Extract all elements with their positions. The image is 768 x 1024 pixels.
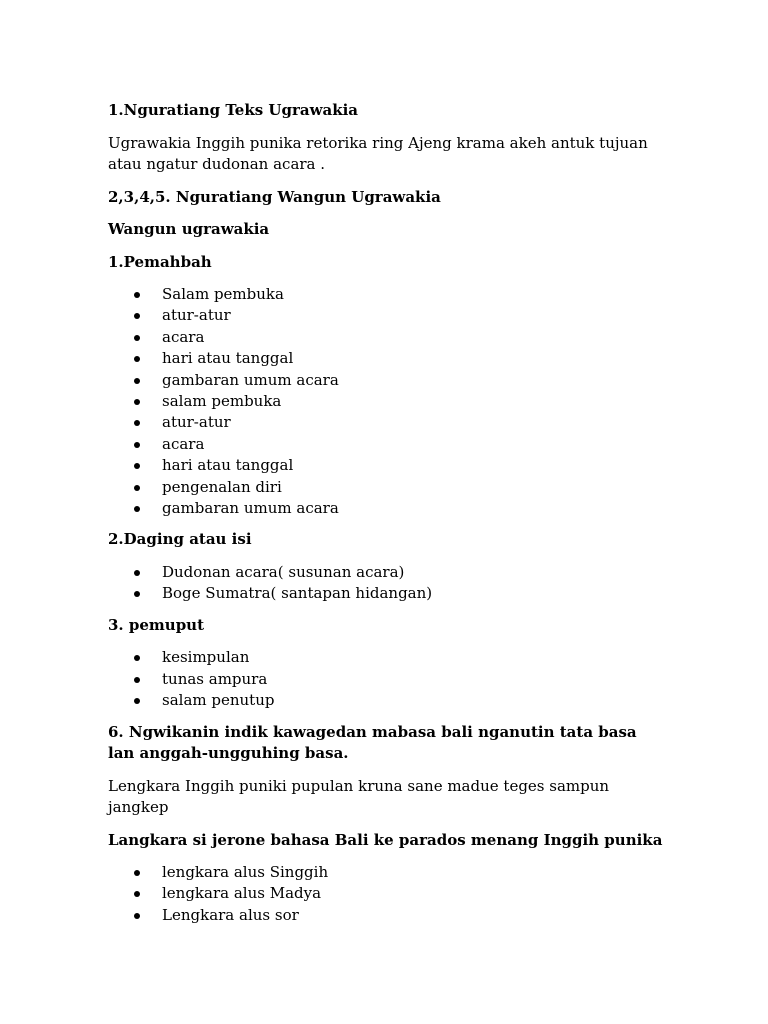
list-item-text: hari atau tanggal xyxy=(162,456,294,475)
bullet-icon xyxy=(134,292,140,298)
paragraph-lengkara: Lengkara Inggih puniki pupulan kruna sane madue teges sampun jangkep xyxy=(108,776,610,816)
list-item-text: Boge Sumatra( santapan hidangan) xyxy=(162,584,433,603)
bullet-icon xyxy=(134,570,140,576)
list-item-text: hari atau tanggal xyxy=(162,349,294,368)
bullet-icon xyxy=(134,698,140,704)
bullet-icon xyxy=(134,506,140,512)
list-item xyxy=(108,284,668,305)
list-lengkara xyxy=(108,862,668,926)
bullet-icon xyxy=(134,677,140,683)
list-item-text: Dudonan acara( susunan acara) xyxy=(162,562,405,581)
list-item xyxy=(108,562,668,583)
list-item-text: kesimpulan xyxy=(162,648,250,667)
list-item xyxy=(108,370,668,391)
list-item xyxy=(108,348,668,369)
document-page xyxy=(108,100,668,936)
list-item-text: lengkara alus Singgih xyxy=(162,863,329,881)
section-title-pemuput: 3. pemuput xyxy=(108,615,205,634)
list-item xyxy=(108,434,668,455)
list-item-text: gambaran umum acara xyxy=(162,499,339,518)
list-item-text: salam penutup xyxy=(162,691,275,710)
list-item xyxy=(108,862,668,883)
bullet-icon xyxy=(134,335,140,341)
list-pemahbah xyxy=(108,284,668,519)
paragraph-definition: Ugrawakia Inggih punika retorika ring Ajeng krama akeh antuk tujuan atau ngatur dudonan acara . xyxy=(108,133,648,173)
list-item xyxy=(108,647,668,668)
list-item xyxy=(108,905,668,926)
list-item-text: atur-atur xyxy=(162,413,231,432)
list-item xyxy=(108,455,668,476)
list-item-text: Salam pembuka xyxy=(162,285,284,303)
list-daging xyxy=(108,562,668,605)
bullet-icon xyxy=(134,463,140,469)
heading-langkara: Langkara si jerone bahasa Bali ke parados menang Inggih punika xyxy=(108,830,663,849)
heading-wangun: 2,3,4,5. Nguratiang Wangun Ugrawakia xyxy=(108,187,441,206)
list-item-text: acara xyxy=(162,434,205,453)
bullet-icon xyxy=(134,399,140,405)
list-item-text: lengkara alus Madya xyxy=(162,884,322,903)
bullet-icon xyxy=(134,420,140,426)
list-item-text: atur-atur xyxy=(162,306,231,325)
bullet-icon xyxy=(134,378,140,384)
list-item xyxy=(108,477,668,498)
list-item-text: Lengkara alus sor xyxy=(162,905,299,924)
bullet-icon xyxy=(134,655,140,661)
bullet-icon xyxy=(134,891,140,897)
bullet-icon xyxy=(134,913,140,919)
list-item-text: salam pembuka xyxy=(162,392,282,411)
list-item-text: tunas ampura xyxy=(162,669,268,688)
list-item xyxy=(108,391,668,412)
bullet-icon xyxy=(134,313,140,319)
list-item xyxy=(108,305,668,326)
list-item xyxy=(108,498,668,519)
list-item xyxy=(108,583,668,604)
bullet-icon xyxy=(134,485,140,491)
list-item-text: acara xyxy=(162,327,205,346)
list-item-text: gambaran umum acara xyxy=(162,370,339,389)
bullet-icon xyxy=(134,356,140,362)
bullet-icon xyxy=(134,870,140,876)
heading-ngwikanin: 6. Ngwikanin indik kawagedan mabasa bali nganutin tata basa lan anggah-ungguhing basa. xyxy=(108,722,637,762)
bullet-icon xyxy=(134,591,140,597)
heading-wangun-ugrawakia: Wangun ugrawakia xyxy=(108,220,270,238)
list-item xyxy=(108,883,668,904)
bullet-icon xyxy=(134,442,140,448)
list-pemuput xyxy=(108,647,668,711)
list-item xyxy=(108,669,668,690)
heading-nguratiang-teks: 1.Nguratiang Teks Ugrawakia xyxy=(108,101,359,119)
section-title-daging: 2.Daging atau isi xyxy=(108,530,252,549)
list-item xyxy=(108,412,668,433)
list-item xyxy=(108,690,668,711)
list-item-text: pengenalan diri xyxy=(162,477,282,496)
section-title-pemahbah: 1.Pemahbah xyxy=(108,252,212,271)
list-item xyxy=(108,327,668,348)
